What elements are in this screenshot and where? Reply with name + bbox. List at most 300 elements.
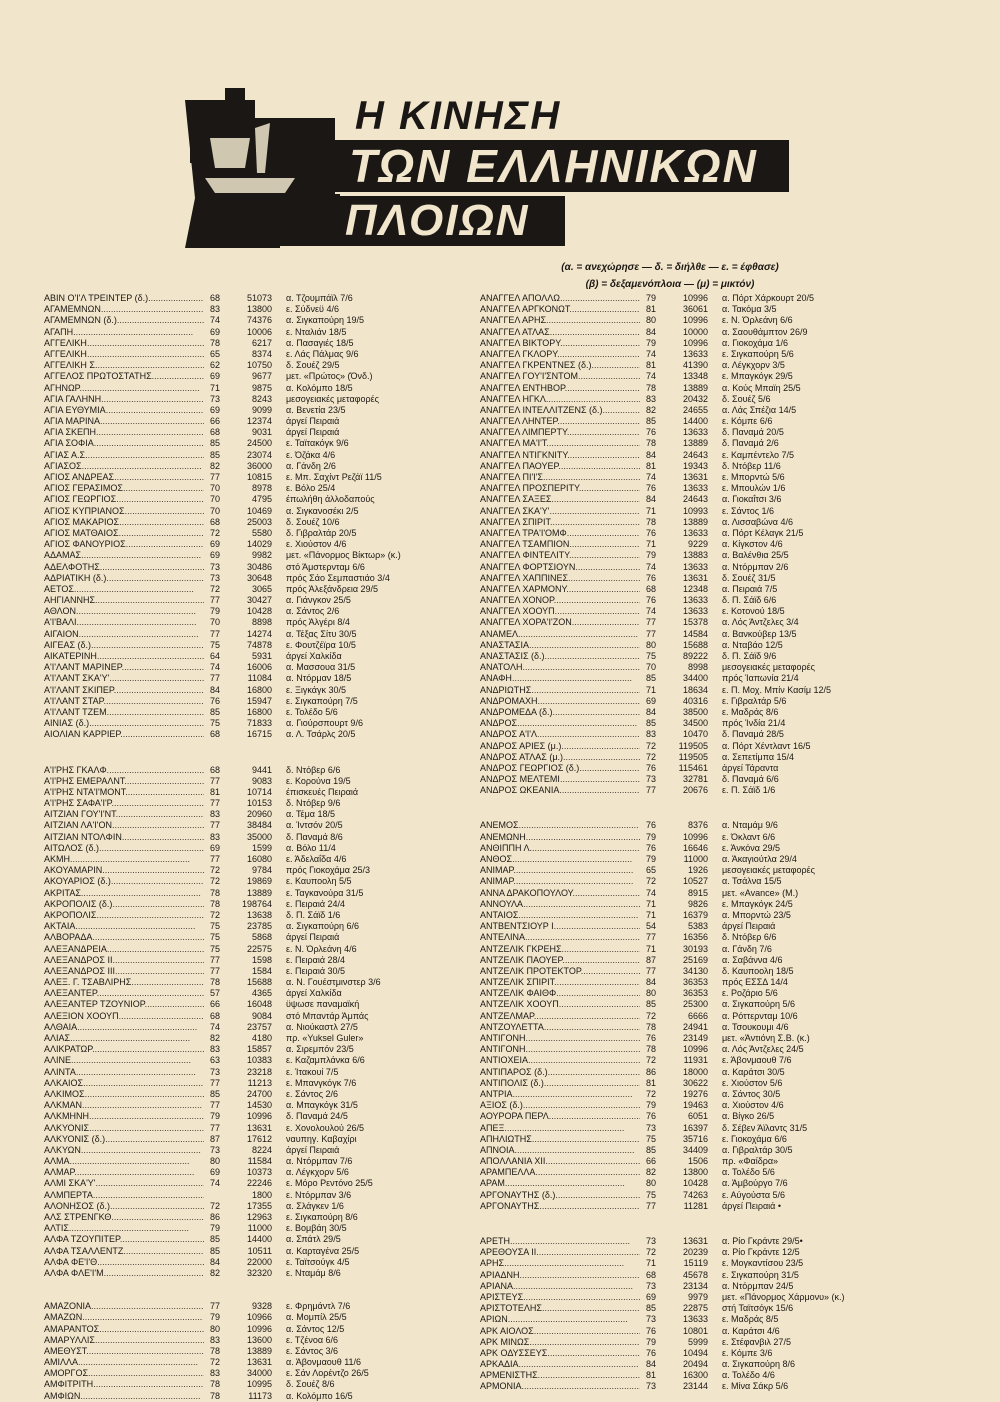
build-year: 85 (645, 1144, 656, 1155)
tonnage: 36353 (682, 977, 708, 988)
build-year: 79 (209, 1312, 220, 1323)
ship-name: ΑΡΓΟΝΑΥΤΗΣ ..... (480, 1201, 640, 1212)
build-year: 78 (209, 1379, 220, 1390)
ship-row (480, 304, 777, 315)
ship-status: δ. Παναμά 24/5 (286, 1111, 348, 1122)
ship-name: ΑΡΕΘΟΥΣΑ ΙΙ ..... (480, 1247, 640, 1258)
tonnage: 14400 (246, 1234, 272, 1245)
ship-status: α. Βίγκο 26/5 (722, 1111, 775, 1122)
ship-status: μεσογειακές μεταφορές (722, 662, 815, 673)
build-year: 70 (209, 505, 220, 516)
tonnage: 34400 (682, 673, 708, 684)
ship-status: ε. Γιοκοχάμα 6/6 (722, 1133, 787, 1144)
ship-row (44, 1256, 350, 1268)
build-year: 68 (209, 293, 220, 303)
ship-status: α. Τσάλνα 15/5 (722, 876, 782, 887)
tonnage: 11281 (683, 1200, 708, 1211)
build-year: 81 (209, 786, 220, 797)
ship-name: ΑΓΙΑΣΟΣ ..... (44, 461, 204, 472)
ship-status: άργεί Πειραιά (722, 921, 776, 932)
build-year: 76 (645, 427, 656, 438)
tonnage: 8224 (251, 1144, 272, 1155)
tonnage: 9031 (251, 427, 272, 438)
tonnage: 12374 (246, 416, 272, 427)
tonnage: 24643 (682, 449, 708, 460)
ship-status: α. Άμβούργο 7/6 (722, 1178, 788, 1189)
ship-status: α. Σεπετίμπα 15/4 (722, 751, 795, 762)
tonnage: 15378 (682, 617, 708, 628)
build-year: 76 (645, 1347, 656, 1358)
ship-status: ε. Γιβραλτάρ 5/6 (722, 695, 787, 706)
ship-name: ΑΜΦΙΤΡΙΤΗ ..... (44, 1379, 204, 1390)
ship-name: ΑΓΙΑ ΣΚΕΠΗ ..... (44, 427, 204, 438)
ship-row (480, 695, 787, 707)
ship-name: ΑΝΑΓΓΕΛ ΧΟΡΑ'Ι'ΖΟΝ ..... (480, 617, 640, 628)
tonnage: 115461 (678, 762, 708, 773)
tonnage: 13633 (682, 606, 708, 617)
build-year: 85 (209, 706, 220, 717)
ship-status: α. Ντόρμπαν 24/5 (722, 1280, 794, 1291)
ship-row (480, 1381, 789, 1392)
tonnage: 30486 (246, 561, 272, 572)
tonnage: 16800 (246, 706, 272, 717)
tonnage: 16646 (682, 842, 708, 853)
ship-status: ε. Καζαμπλάνκα 6/6 (286, 1055, 365, 1066)
tonnage: 15688 (682, 639, 708, 650)
ship-name: ΑΝΕΜΩΝΗ ..... (480, 832, 640, 843)
ship-row (480, 1021, 789, 1033)
tonnage: 51073 (246, 293, 272, 303)
ship-row (480, 516, 793, 528)
ship-status: μεσογειακές μεταφορές (286, 393, 379, 404)
tonnage: 13889 (682, 516, 708, 527)
tonnage: 10383 (246, 1055, 272, 1066)
ship-status: α. Σαβάννα 4/6 (722, 954, 783, 965)
ship-status: ε. Πειραιά 30/5 (286, 965, 346, 976)
ship-status: ε. Σάντος 1/6 (722, 505, 775, 516)
ship-status: ε. Ντόρμπαν 3/6 (286, 1189, 352, 1200)
ship-name: ΑΝΤΙΓΟΝΗ ..... (480, 1033, 640, 1044)
build-year: 78 (645, 1044, 656, 1055)
ship-status: δ. Παναμά 2/6 (722, 438, 779, 449)
ship-status: ε. Κόμπε 6/6 (722, 416, 773, 427)
ship-name: ΑΛΙΝΕ ..... (44, 1055, 204, 1066)
ship-name: ΑΙΓΑΙΟΝ ..... (44, 629, 204, 640)
ship-name: ΑΝΔΡΟΣ ΑΡΙΕΣ (μ.) ..... (480, 741, 640, 752)
ship-name: ΑΛΣ ΣΤΡΕΝΓΚΘ ..... (44, 1212, 204, 1223)
ship-row (44, 706, 338, 718)
ship-row (480, 662, 815, 673)
tonnage: 13800 (682, 1167, 708, 1178)
ship-name: ΑΝΔΡΟΜΑΧΗ ..... (480, 696, 640, 707)
build-year: 72 (209, 527, 220, 538)
ship-name: ΑΝΤΖΕΛΙΚ ΠΑΟΥΕΡ ..... (480, 955, 640, 966)
tonnage: 23144 (682, 1381, 708, 1392)
ship-row (480, 887, 799, 899)
ship-status: δ. Σουέζ 29/5 (286, 360, 340, 371)
build-year: 71 (645, 539, 656, 550)
ship-status: α. Τσουκουμι 4/6 (722, 1021, 789, 1032)
tonnage: 20494 (682, 1359, 708, 1370)
build-year: 73 (645, 1381, 656, 1392)
ship-status: α. Πόρτ Χέντλαντ 16/5 (722, 740, 811, 751)
tonnage: 20432 (682, 393, 708, 404)
tonnage: 13883 (682, 550, 708, 561)
ship-name: ΑΛΕΞΑΝΤΕΡ ΤΖΟΥΝΙΟΡ ..... (44, 999, 204, 1010)
ship-row (44, 1390, 353, 1402)
build-year: 77 (209, 1100, 220, 1111)
ship-row (44, 1156, 353, 1167)
ship-row (44, 764, 341, 776)
tonnage: 13800 (246, 304, 272, 315)
ship-name: ΑΡΑΜΠΕΛΛΑ ..... (480, 1167, 640, 1178)
ship-name: ΑΓΙΟΣ ΓΕΡΑΣΙΜΟΣ ..... (44, 483, 204, 494)
ship-status: α. Σάντος 12/5 (286, 1323, 345, 1334)
ship-status: δ. Καυποολη 18/5 (722, 965, 794, 976)
ship-name: ΑΓΙΟΣ ΜΑΤΘΑΙΟΣ ..... (44, 528, 204, 539)
ship-row (480, 1044, 804, 1055)
ship-status: ε. Σύδνεϋ 4/6 (286, 304, 339, 315)
tonnage: 119505 (678, 751, 708, 762)
ship-name: ΑΝΘΟΣ ..... (480, 854, 640, 865)
tonnage: 15119 (683, 1258, 708, 1269)
ship-row (44, 550, 401, 561)
ship-name: ΑΛΜΑΡ ..... (44, 1167, 204, 1178)
build-year: 78 (209, 1345, 220, 1356)
ship-status: α. Ρόττερνταμ 10/6 (722, 1010, 798, 1021)
ship-row (44, 673, 352, 684)
ship-status: α. Τέξας Σίτυ 30/5 (286, 628, 357, 639)
build-year: 79 (209, 1111, 220, 1122)
tonnage: 16715 (246, 729, 272, 740)
build-year: 71 (209, 382, 220, 393)
ship-status: στή Ταϊτσόγκ 15/6 (722, 1303, 794, 1314)
build-year: 72 (645, 1010, 656, 1021)
tonnage: 3065 (251, 583, 272, 594)
tonnage: 41390 (682, 360, 708, 371)
ship-row (480, 1280, 794, 1292)
build-year: 76 (645, 527, 656, 538)
tonnage: 9328 (251, 1301, 272, 1312)
tonnage: 6051 (687, 1111, 708, 1122)
tonnage: 13631 (682, 1236, 708, 1246)
build-year: 76 (645, 1033, 656, 1043)
ship-row (44, 1223, 347, 1234)
tonnage: 5383 (687, 921, 708, 932)
ship-row (480, 315, 793, 326)
ship-status: δ. Παναμά 28/5 (722, 729, 784, 740)
title-line-1: Η ΚΙΝΗΣΗ (355, 94, 562, 138)
ship-name: ΑΓΙΟΣ ΜΑΚΑΡΙΟΣ ..... (44, 517, 204, 528)
ship-row (480, 1247, 800, 1258)
ship-name: ΑΛΘΑΙΑ ..... (44, 1022, 204, 1033)
build-year: 69 (209, 842, 220, 853)
ship-status: ε. Καμπέντελο 7/5 (722, 449, 794, 460)
ship-name: ΑΜΟΡΓΟΣ ..... (44, 1368, 204, 1379)
build-year: 73 (209, 572, 220, 583)
tonnage: 1506 (687, 1156, 708, 1167)
ship-name: ΑΙΟΛΙΑΝ ΚΑΡΡΙΕΡ ..... (44, 729, 204, 740)
ship-status: άργεί Πειραιά (286, 932, 340, 943)
build-year: 82 (209, 1033, 220, 1043)
ship-status: α. Λάς Σπέζια 14/5 (722, 404, 797, 415)
tonnage: 16379 (682, 909, 708, 920)
ship-status: άργεί Πειραιά (286, 427, 340, 438)
tonnage: 74878 (246, 639, 272, 650)
tonnage: 16397 (682, 1122, 708, 1133)
ship-name: ΑΝΑΓΓΕΛ ΓΚΛΟΡΥ ..... (480, 349, 640, 360)
build-year: 77 (209, 798, 220, 809)
ship-name: ΑΝΑΓΓΕΛ ΛΙΜΠΕΡΤΥ ..... (480, 427, 640, 438)
ship-name: ΑΙΤΖΙΑΝ ΝΤΟΛΦΙΝ ..... (44, 832, 204, 843)
ship-name: ΑΡΚ ΟΔΥΣΣΕΥΣ ..... (480, 1348, 640, 1359)
title-line-3: ΠΛΟΙΩΝ (335, 196, 565, 246)
tonnage: 16300 (682, 1370, 708, 1381)
build-year: 63 (209, 1055, 220, 1066)
ship-status: άργεί Πειραιά (286, 416, 340, 427)
build-year: 85 (209, 1088, 220, 1099)
ship-status: πρός Ίνδία 21/4 (722, 718, 786, 729)
ship-name: ΑΛΕΞ. Γ. ΤΣΑΒΛΙΡΗΣ ..... (44, 977, 204, 988)
tonnage: 36061 (682, 304, 708, 315)
ship-row (44, 1267, 341, 1279)
ship-row (44, 438, 349, 449)
ship-status: ε. Νταμάμ 8/6 (286, 1267, 341, 1278)
ship-row (480, 1066, 785, 1078)
ship-status: α. Πασαγιές 18/5 (286, 337, 354, 348)
ship-status: ε. Τολέδο 5/6 (286, 706, 338, 717)
ship-row (44, 1323, 345, 1335)
tonnage: 34130 (682, 965, 708, 976)
tonnage: 11213 (247, 1077, 272, 1088)
ship-status: α. Γιοκοχάμα 1/6 (722, 337, 789, 348)
tonnage: 1926 (687, 865, 708, 876)
tonnage: 11931 (683, 1055, 708, 1066)
ship-name: ΑΛΦΑ ΦΛΕ'Ι'Μ ..... (44, 1268, 204, 1279)
build-year: 76 (645, 483, 656, 494)
tonnage: 71833 (246, 718, 272, 729)
tonnage: 16080 (246, 854, 272, 864)
ship-status: ε. Κορούνα 19/5 (286, 775, 351, 786)
ship-status: α. Τακόμα 3/5 (722, 304, 777, 315)
ship-row (44, 977, 381, 988)
ship-name: ΑΝΑΓΓΕΛ ΣΑΞΕΣ ..... (480, 494, 640, 505)
ship-status: α. Ίντσόν 20/5 (286, 820, 343, 831)
build-year: 77 (209, 965, 220, 976)
ship-name: ΑΝΑΓΓΕΛ ΒΙΚΤΟΡΥ ..... (480, 338, 640, 349)
ship-name: ΑΝΑΓΓΕΛ ΠΡΟΣΠΕΡΙΤΥ ..... (480, 483, 640, 494)
ship-row (44, 1212, 358, 1223)
build-year: 85 (645, 718, 656, 729)
build-year: 65 (645, 865, 656, 876)
tonnage: 10996 (246, 1323, 272, 1334)
ship-row (480, 371, 793, 382)
build-year: 78 (209, 1390, 220, 1401)
ship-name: ΑΓΙΑ ΜΑΡΙΝΑ ..... (44, 416, 204, 427)
ship-row (44, 606, 340, 617)
ship-status: ε. Ροζάριο 5/6 (722, 988, 778, 999)
build-year: 75 (645, 1189, 656, 1200)
build-year: 74 (645, 472, 656, 482)
ship-name: ΑΝΑΓΓΕΛ ΣΠΙΡΙΤ ..... (480, 517, 640, 528)
ship-row (44, 965, 346, 977)
ship-row (44, 416, 340, 427)
build-year: 87 (209, 1133, 220, 1144)
ship-row (44, 293, 353, 304)
tonnage: 10750 (246, 360, 272, 371)
ship-row (44, 382, 353, 394)
ship-name: ΑΡΙΑΝΑ ..... (480, 1281, 640, 1292)
build-year: 73 (645, 1122, 656, 1133)
ship-name: ΑΙΤΖΙΑΝ ΛΑ'Ι'ΟΝ ..... (44, 820, 204, 831)
ship-status: ε. Ταϊτσούγκ 4/5 (286, 1256, 350, 1267)
ship-name: ΑΝΤΒΕΝΤΣΙΟΥΡ Ι ..... (480, 921, 640, 932)
build-year: 75 (209, 639, 220, 650)
build-year: 73 (645, 1236, 656, 1246)
ship-row (44, 1100, 358, 1111)
tonnage: 9677 (251, 371, 272, 382)
ship-row (480, 842, 780, 854)
tonnage: 13638 (246, 909, 272, 920)
build-year: 72 (209, 1357, 220, 1368)
ship-status: ε. Χονολουλού 26/5 (286, 1122, 364, 1133)
ship-row (44, 1368, 369, 1379)
ship-row (480, 898, 793, 910)
tonnage: 8898 (251, 617, 272, 628)
ship-status: ε. Ν. Όρλεάνη 4/6 (286, 943, 357, 954)
ship-row (480, 1033, 810, 1044)
ship-name: ΑΡΙΩΝ ..... (480, 1314, 640, 1325)
build-year: 77 (645, 965, 656, 976)
build-year: 68 (209, 1010, 220, 1021)
ship-status: α. Σλάγκεν 1/6 (286, 1200, 344, 1211)
tonnage: 13348 (682, 371, 708, 382)
ship-status: ε. Μπανγκόγκ 7/6 (286, 1077, 357, 1088)
ship-name: ΑΓΙΟΣ ΓΕΩΡΓΙΟΣ ..... (44, 494, 204, 505)
ship-name: ΑΝΑΓΓΕΛ ΝΤΙΓΚΝΙΤΥ ..... (480, 450, 640, 461)
tonnage: 5931 (251, 651, 272, 661)
ship-row (480, 684, 832, 696)
ship-name: ΑΛΕΞΑΝΔΡΟΣ ΙΙΙ ..... (44, 966, 204, 977)
ship-row (480, 382, 801, 394)
tonnage: 13633 (682, 348, 708, 359)
ship-status: δ. Παναμά 8/6 (286, 831, 343, 842)
build-year: 69 (209, 1167, 220, 1178)
build-year: 84 (209, 1256, 220, 1267)
tonnage: 9083 (251, 775, 272, 786)
ship-row (44, 483, 336, 494)
ship-status: α. Γιούρσπουρτ 9/6 (286, 718, 363, 729)
ship-status: ε. Μπ. Σαχίντ Ρεζάϊ 11/5 (286, 472, 382, 482)
tonnage: 24500 (246, 438, 272, 449)
ship-row (44, 865, 370, 876)
ship-name: ΑΙΤΩΛΟΣ (δ.) ..... (44, 843, 204, 854)
ship-status: δ. Π. Σάϊδ 6/6 (722, 595, 777, 606)
ship-name: ΑΝΑΓΓΕΛ ΧΟΟΥΠ ..... (480, 606, 640, 617)
tonnage: 15688 (246, 977, 272, 988)
ship-status: ε. Π. Μοχ. Μπίν Κασίμ 12/5 (722, 684, 832, 695)
ship-status: α. Σιγκαπούρη 5/6 (722, 999, 796, 1010)
tonnage: 8243 (251, 393, 272, 404)
ship-name: ΑΡΚ ΑΙΟΛΟΣ ..... (480, 1326, 640, 1337)
build-year: 69 (645, 695, 656, 706)
ship-status: α. Νταβάο 12/5 (722, 639, 783, 650)
ship-status: α. Γάνδη 2/6 (286, 460, 336, 471)
ship-status: δ. Σέβεν Άϊλαντς 31/5 (722, 1122, 808, 1133)
ship-name: ΑΡΜΟΝΙΑ ..... (480, 1381, 640, 1392)
build-year: 79 (645, 831, 656, 842)
ship-name: Α'Ι'ΛΑΝΤ ΣΚΑ'Υ' ..... (44, 673, 204, 684)
build-year: 83 (209, 1044, 220, 1055)
ship-status: α. Σιγκαπούρη 6/6 (286, 921, 360, 932)
ship-name: ΑΛΙΝΤΑ ..... (44, 1067, 204, 1078)
tonnage: 16800 (246, 684, 272, 695)
tonnage: 22875 (682, 1303, 708, 1314)
ship-status: μετ. «Πρώτος» (Όνδ.) (286, 371, 373, 382)
ship-name: ΑΠΕΞ ..... (480, 1123, 640, 1134)
ship-row (480, 438, 779, 449)
tonnage: 5868 (251, 932, 272, 943)
tonnage: 10996 (682, 831, 708, 842)
ship-row (44, 1234, 341, 1245)
ship-name: ΑΝΔΡΟΣ ..... (480, 718, 640, 729)
ship-status: ε. Σιγκαπούρη 8/6 (286, 1212, 358, 1222)
ship-row (480, 999, 796, 1010)
tonnage: 5999 (687, 1336, 708, 1347)
ship-row (480, 360, 785, 371)
tonnage: 15857 (246, 1044, 272, 1055)
ship-row (480, 416, 773, 427)
ship-row (480, 1269, 799, 1281)
ship-name: ΑΛΜΑ ..... (44, 1156, 204, 1167)
ship-status: α. Γιοκαΐτσι 3/6 (722, 494, 782, 505)
ship-row (44, 1122, 364, 1134)
build-year: 68 (209, 729, 220, 740)
legend-abbreviations: (α. = ανεχώρησε — δ. = διήλθε — ε. = έφθασε) (561, 262, 779, 273)
ship-status: α. Καρταγένα 25/5 (286, 1245, 360, 1256)
ship-status: α. Τολέδο 5/6 (722, 1167, 775, 1178)
ship-row (44, 460, 336, 472)
build-year: 71 (645, 1258, 656, 1269)
ship-name: ΑΝΔΡΙΩΤΗΣ ..... (480, 685, 640, 696)
ship-row (44, 527, 357, 539)
ship-name: ΑΜΑΡΥΛΛΙΣ ..... (44, 1335, 204, 1346)
ship-status: α. Καράτσι 4/6 (722, 1325, 780, 1336)
ship-status: α. Σιρεμπόν 23/5 (286, 1044, 354, 1055)
build-year: 85 (209, 449, 220, 460)
ship-row (44, 617, 350, 628)
ship-status: ε. Ταγκανούρα 31/5 (286, 887, 364, 898)
ship-row (480, 449, 794, 461)
build-year: 77 (209, 820, 220, 831)
ship-name: ΑΡΜΕΝΙΣΤΗΣ ..... (480, 1370, 640, 1381)
ship-row (480, 1156, 779, 1167)
build-year: 79 (645, 1336, 656, 1347)
ship-row (480, 673, 799, 684)
ship-name: ΑΛΚΥΩΝ ..... (44, 1145, 204, 1156)
ship-name: ΑΓΙΑ ΕΥΘΥΜΙΑ ..... (44, 405, 204, 416)
build-year: 80 (209, 1323, 220, 1334)
ship-name: ΑΓΓΕΛΟΣ ΠΡΩΤΟΣΤΑΤΗΣ ..... (44, 371, 204, 382)
group-spacer (480, 1212, 712, 1236)
ship-row (480, 1122, 808, 1134)
build-year: 84 (645, 494, 656, 505)
ship-row (44, 831, 343, 843)
tonnage: 14584 (682, 628, 708, 639)
ship-status: δ. Παναμά 6/6 (722, 774, 779, 785)
ship-status: α. Λός Άντζελες 24/5 (722, 1044, 804, 1055)
build-year: 74 (209, 1178, 220, 1189)
